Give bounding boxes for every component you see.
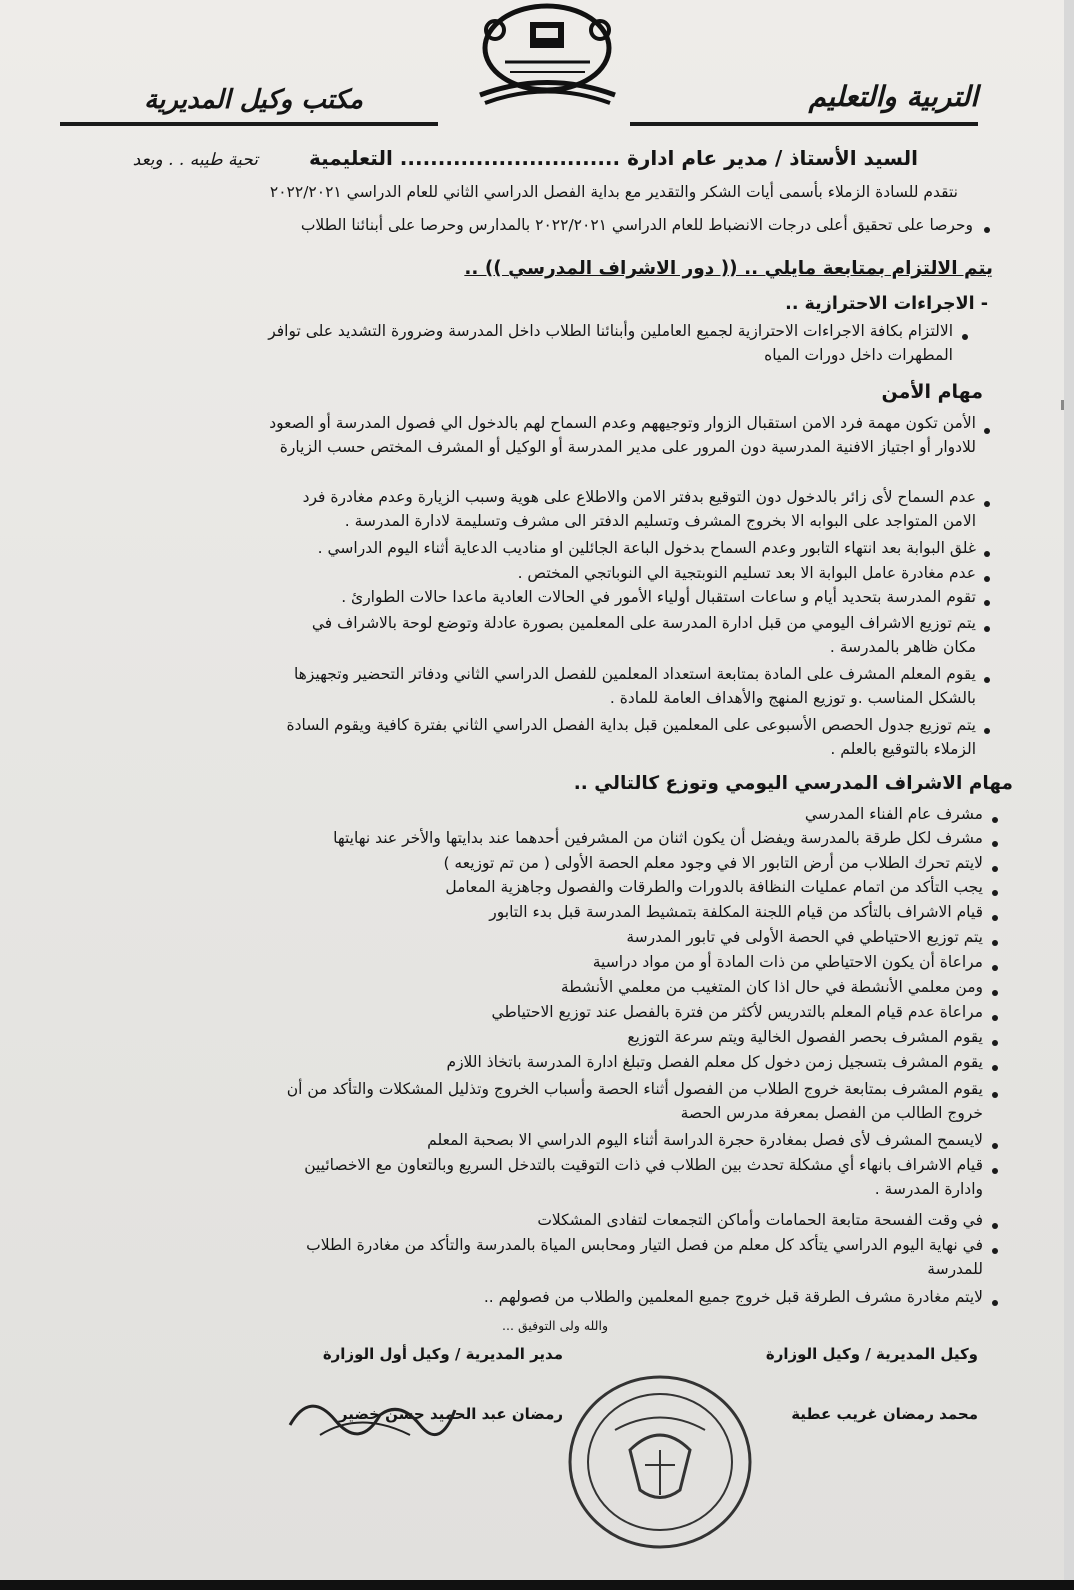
security-item-line: الزملاء بالتوقيع بالعلم .	[830, 740, 976, 758]
signature-right-title: وكيل المديرية / وكيل الوزارة	[765, 1345, 978, 1363]
daily-item-line: في وقت الفسحة متابعة الحمامات وأماكن التجمعات لتفادى المشكلات	[537, 1211, 983, 1229]
daily-item-line: يقوم المشرف بمتابعة خروج الطلاب من الفصول أثناء الحصة وأسباب الخروج وتذليل المشكلات والتأكد من أن	[286, 1080, 983, 1098]
addressee-line: السيد الأستاذ / مدير عام ادارة ............................. التعليمية	[308, 146, 918, 170]
security-item-line: الامن المتواجد على البوابه الا بخروج المشرف وتسليم الدفتر الى مشرف وتسليمة لادارة المدرسة .	[344, 512, 976, 530]
daily-heading: مهام الاشراف المدرسي اليومي وتوزع كالتالي ..	[573, 773, 1013, 794]
daily-item-line: في نهاية اليوم الدراسي يتأكد كل معلم من فصل التيار ومحابس المياة بالمدرسة والتأكد من مغادرة الطلاب	[306, 1236, 983, 1254]
security-item-line: الأمن تكون مهمة فرد الامن استقبال الزوار وتوجيههم وعدم السماح لهم بالدخول الي فصول المدرسة أو الصعود	[269, 414, 976, 432]
ministry-logo-icon	[450, 0, 645, 115]
daily-item-line: مراعاة عدم قيام المعلم بالتدريس لأكثر من فترة بالفصل عند توزيع الاحتياطي	[491, 1003, 983, 1021]
daily-item-line: يجب التأكد من اتمام عمليات النظافة بالدورات والطرقات والفصول وجاهزية المعامل	[445, 878, 983, 896]
daily-item-line: مشرف لكل طرقة بالمدرسة ويفضل أن يكون اثنان من المشرفين أحدهما عند بدايتها والأخر عند نهايتها	[333, 829, 983, 847]
intro-line-1: نتقدم للسادة الزملاء بأسمى أيات الشكر والتقدير مع بداية الفصل الدراسي الثاني للعام الدراسي ٢٠٢٢/٢٠٢١	[269, 183, 958, 201]
precautions-item-line2: المطهرات داخل دورات المياه	[764, 346, 953, 364]
closing-text: والله ولى التوفيق ...	[502, 1318, 608, 1333]
security-item-line: تقوم المدرسة بتحديد أيام و ساعات استقبال أولياء الأمور في الحالات العادية ماعدا حالات الطوارئ .	[341, 588, 976, 606]
header-left-title: مكتب وكيل المديرية	[144, 85, 363, 115]
daily-item-line: لايسمح المشرف لأى فصل بمغادرة حجرة الدراسة أثناء اليوم الدراسي الا بصحبة المعلم	[427, 1131, 983, 1149]
security-item-line: عدم مغادرة عامل البوابة الا بعد تسليم النوبتجية الي النوباتجي المختص .	[517, 564, 976, 582]
security-item-line: للادوار أو اجتياز الافنية المدرسية دون المرور على مدير المدرسة أو الوكيل أو المشرف المختص حسب الزيارة	[279, 438, 976, 456]
security-heading: مهام الأمن	[881, 381, 983, 403]
daily-item-line: لايتم تحرك الطلاب من أرض التابور الا في وجود معلم الحصة الأولى ( من تم توزيعه )	[443, 854, 983, 872]
daily-item-line: يقوم المشرف بتسجيل زمن دخول كل معلم الفصل وتبلغ ادارة المدرسة باتخاذ اللازم	[446, 1053, 983, 1071]
page-edge	[1064, 0, 1074, 1590]
daily-item-line: ومن معلمي الأنشطة في حال اذا كان المتغيب من معلمي الأنشطة	[560, 978, 983, 996]
handwritten-signature-icon	[280, 1380, 460, 1450]
daily-item-line: قيام الاشراف بالتأكد من قيام اللجنة المكلفة بتمشيط المدرسة قبل بدء التابور	[489, 903, 983, 921]
daily-item-line: قيام الاشراف بانهاء أي مشكلة تحدث بين الطلاب في ذات التوقيت بالتدخل السريع وبالتعاون مع الاخصائيين	[304, 1156, 983, 1174]
precautions-heading: - الاجراءات الاحترازية ..	[785, 294, 988, 314]
security-item-line: يتم توزيع جدول الحصص الأسبوعى على المعلمين قبل بداية الفصل الدراسي الثاني بفترة كافية ويقوم السادة	[286, 716, 976, 734]
security-item-line: مكان ظاهر بالمدرسة .	[829, 638, 976, 656]
security-item-line: يقوم المعلم المشرف على المادة بمتابعة استعداد المعلمين للفصل الدراسي الثاني ودفاتر التحضير وتجهيزها	[293, 665, 976, 683]
signature-right-name: محمد رمضان غريب عطية	[791, 1405, 978, 1423]
daily-item-line: للمدرسة	[927, 1260, 983, 1278]
signature-left-title: مدير المديرية / وكيل أول الوزارة	[322, 1345, 563, 1363]
header-rule-left	[60, 122, 438, 126]
daily-item-line: وادارة المدرسة .	[874, 1180, 983, 1198]
intro-line-2: وحرصا على تحقيق أعلى درجات الانضباط للعام الدراسي ٢٠٢٢/٢٠٢١ بالمدارس وحرصا على أبنائنا الطلاب	[300, 216, 973, 234]
daily-item-line: يقوم المشرف بحصر الفصول الخالية ويتم سرعة التوزيع	[627, 1028, 983, 1046]
security-item-line: بالشكل المناسب .و توزيع المنهج والأهداف العامة للمادة .	[609, 689, 976, 707]
header-right-title: التربية والتعليم	[808, 80, 978, 113]
daily-item-line: مشرف عام الفناء المدرسي	[804, 805, 983, 823]
greeting: تحية طيبه . . وبعد	[132, 150, 258, 170]
signature-left-name: رمضان عبد الحميد حسن خضير	[338, 1405, 563, 1423]
security-item-line: يتم توزيع الاشراف اليومي من قبل ادارة المدرسة على المعلمين بصورة عادلة وتوضع لوحة بالاشراف في	[311, 614, 976, 632]
precautions-item-line1: الالتزام بكافة الاجراءات الاحترازية لجميع العاملين وأبنائنا الطلاب داخل المدرسة وضرورة التشديد على توافر	[268, 322, 953, 340]
daily-item-line: مراعاة أن يكون الاحتياطي من ذات المادة أو من مواد دراسية	[592, 953, 983, 971]
security-item-line: غلق البوابة بعد انتهاء التابور وعدم السماح بدخول الباعة الجائلين او مناديب الدعاية أثناء اليوم الدراسي .	[317, 539, 976, 557]
daily-item-line: خروج الطالب من الفصل بمعرفة مدرس الحصة	[680, 1104, 983, 1122]
daily-item-line: يتم توزيع الاحتياطي في الحصة الأولى في تابور المدرسة	[626, 928, 983, 946]
daily-item-line: لايتم مغادرة مشرف الطرقة قبل خروج جميع المعلمين والطلاب من فصولهم ..	[483, 1288, 983, 1306]
official-stamp-icon	[560, 1370, 760, 1555]
security-item-line: عدم السماح لأى زائر بالدخول دون التوقيع بدفتر الامن والاطلاع على هوية وسبب الزيارة وعدم مغادرة فرد	[302, 488, 976, 506]
main-heading: يتم الالتزام بمتابعة مايلي .. (( دور الاشراف المدرسي )) ..	[464, 258, 993, 279]
bottom-edge	[0, 1580, 1074, 1590]
header-rule-right	[630, 122, 978, 126]
